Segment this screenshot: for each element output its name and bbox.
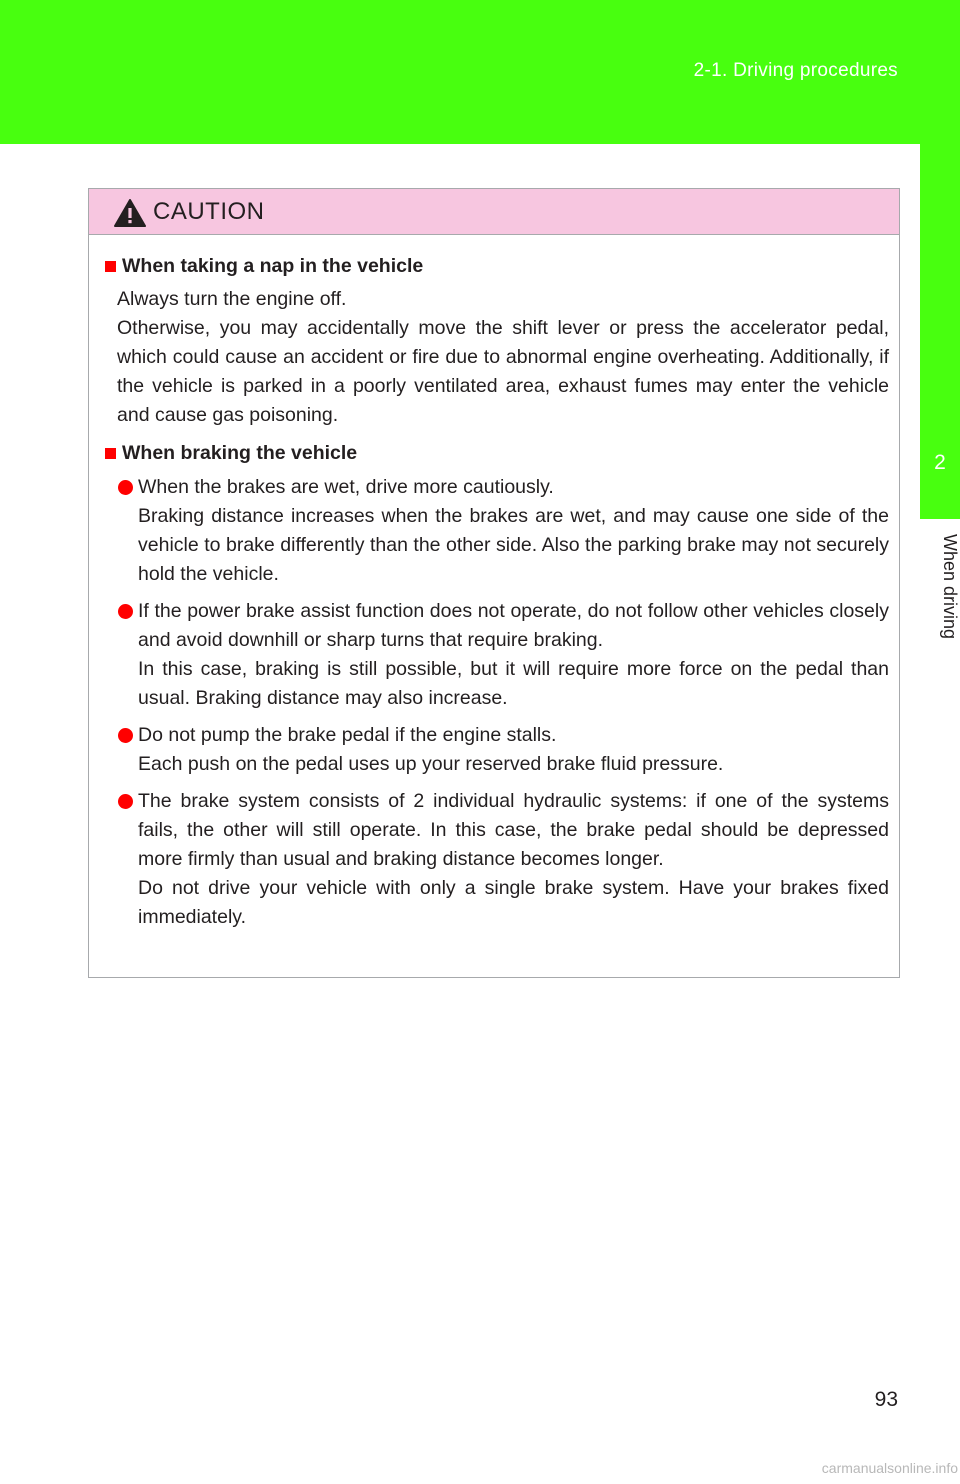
paragraph: Always turn the engine off. Otherwise, you may accidentally move the shift lever or press the accelerator pedal, which could cause an accident or fire due to abnormal engine overheating. Additionally, if the vehicle is parked in a poorly ventilated area, exhaust fumes may enter the vehicle and cause gas poisoning. [117,288,889,426]
caution-section-nap [105,255,889,430]
red-dot-bullet-icon [118,480,133,495]
header-band [0,0,960,144]
caution-section-braking [105,442,889,932]
section-heading: When braking the vehicle [105,442,889,465]
red-dot-bullet-icon [118,728,133,743]
red-dot-bullet-icon [118,794,133,809]
chapter-name: When driving [940,534,960,640]
section-heading: When taking a nap in the vehicle [105,255,889,278]
chapter-number: 2 [934,451,946,474]
chapter-tab [920,144,960,519]
section-title: 2-1. Driving procedures [693,60,898,81]
red-dot-bullet-icon [118,604,133,619]
list-item: When the brakes are wet, drive more cautiously. Braking distance increases when the brakes are wet, and may cause one side of the vehicle to brake differently than the other side. Also the parking brake may not securely hold the vehicle. [105,473,889,589]
caution-header [89,189,899,235]
page-number: 93 [874,1388,898,1411]
list-item: Do not pump the brake pedal if the engine stalls. Each push on the pedal uses up your reserved brake fluid pressure. [105,721,889,779]
list-item: If the power brake assist function does not operate, do not follow other vehicles closely and avoid downhill or sharp turns that require braking. In this case, braking is still possible, but it will require more force on the pedal than usual. Braking distance may also increase. [105,597,889,713]
warning-triangle-icon [114,198,146,228]
red-square-bullet-icon [105,448,116,459]
caution-box [88,188,900,978]
list-item: The brake system consists of 2 individual hydraulic systems: if one of the systems fails, the other will still operate. In this case, the brake pedal should be depressed more firmly than usual and braking distance becomes longer. Do not drive your vehicle with only a single brake system. Have your brakes fixed immediately. [105,787,889,932]
red-square-bullet-icon [105,261,116,272]
watermark: carmanualsonline.info [821,1460,958,1476]
caution-body [89,235,899,932]
caution-title: CAUTION [153,197,265,225]
